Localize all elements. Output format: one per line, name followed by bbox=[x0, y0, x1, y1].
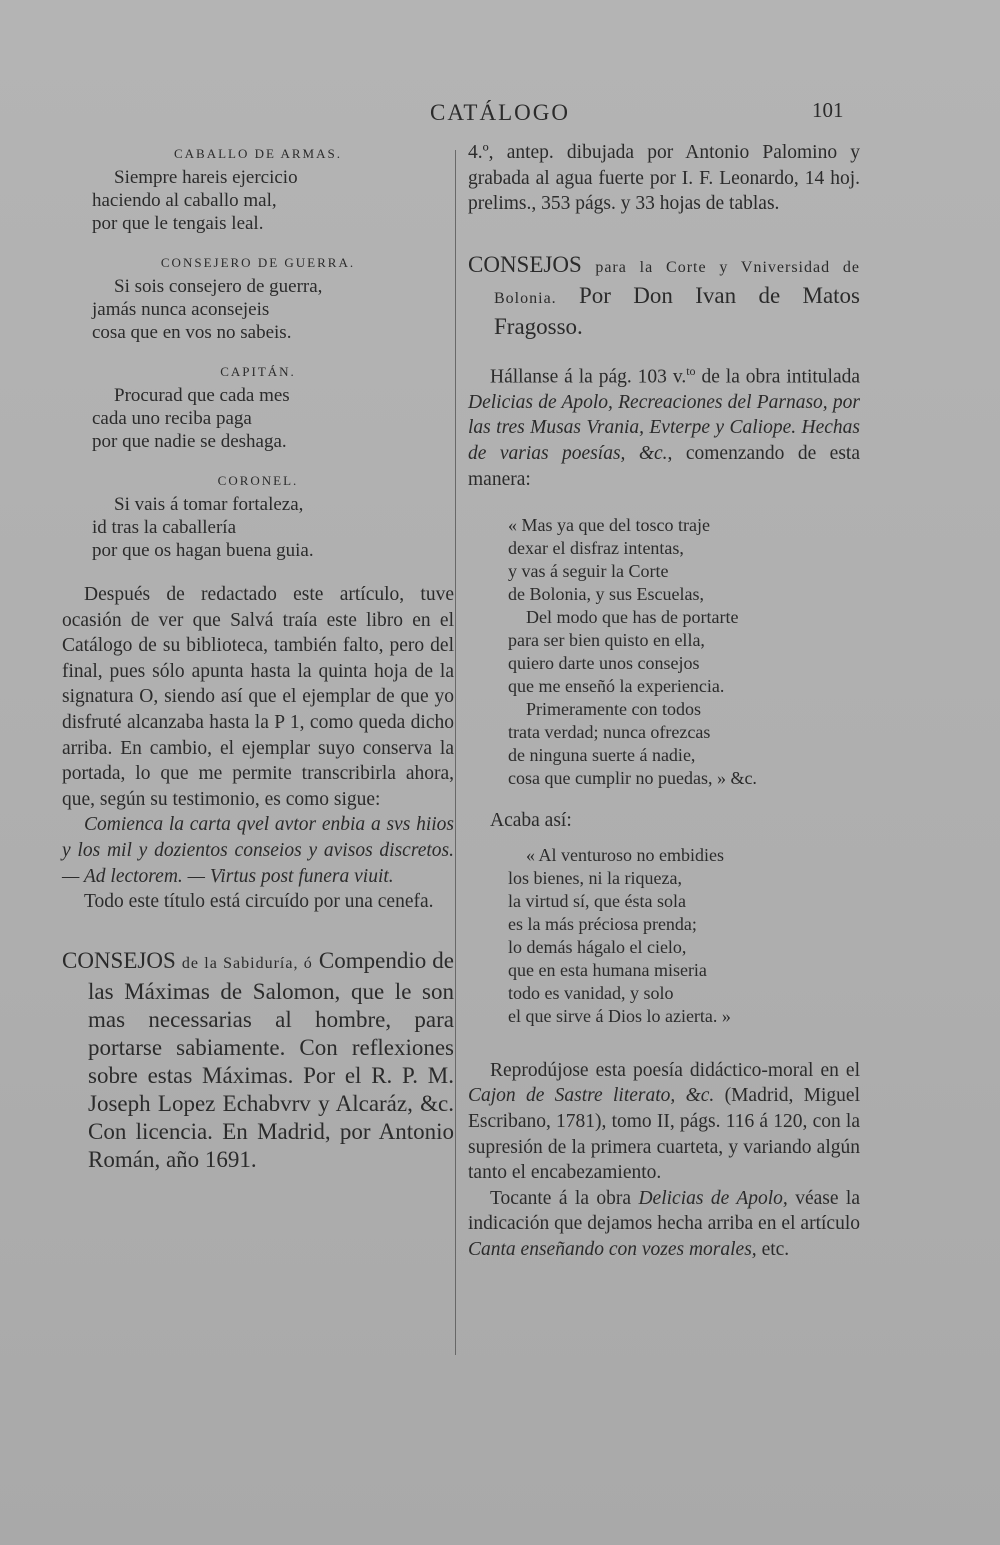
catalog-entry-body bbox=[62, 947, 454, 1174]
catalog-entry-body bbox=[468, 251, 860, 341]
quoted-title-text: Comienca la carta qvel avtor enbia a svs hiios y los mil y dozientos conseios y avisos discretos. — Ad lectorem. — Virtus post funera viuit. bbox=[62, 814, 454, 887]
paragraph-text: 4.º, antep. dibujada por Antonio Palomino y grabada al agua fuerte por I. F. Leonardo, 14 hoj. prelims., 353 págs. y 33 hojas de tablas. bbox=[468, 142, 860, 215]
verse-line: por que os hagan buena guia. bbox=[92, 540, 314, 561]
verse-line: Primeramente con todos bbox=[526, 699, 701, 720]
verse-line: Siempre hareis ejercicio bbox=[114, 167, 298, 188]
verse-line: la virtud sí, que ésta sola bbox=[508, 890, 686, 911]
verse-line: cosa que en vos no sabeis. bbox=[92, 322, 292, 343]
verse-line: jamás nunca aconsejeis bbox=[92, 299, 270, 320]
paragraph bbox=[468, 140, 860, 217]
verse-line: Procurad que cada mes bbox=[114, 385, 290, 406]
verse-line: quiero darte unos consejos bbox=[508, 653, 700, 674]
verse-block bbox=[468, 844, 860, 1028]
page-number: 101 bbox=[812, 98, 844, 122]
verse-line: lo demás hágalo el cielo, bbox=[508, 936, 687, 957]
italic-title: Delicias de Apolo, Recreaciones del Parnaso, por las tres Musas Vrania, Evterpe y Caliope. Hechas de varias poesías, &c. bbox=[468, 391, 860, 465]
verse-line: para ser bien quisto en ella, bbox=[508, 630, 705, 651]
paragraph-text: de la obra intitulada bbox=[695, 366, 861, 388]
italic-title: Delicias de Apolo, bbox=[638, 1187, 788, 1209]
entry-lead-rest: de la Sabiduría, ó bbox=[181, 954, 313, 972]
paragraph-text: Hállanse á la pág. 103 v. bbox=[490, 366, 687, 388]
entry-lead: CONSEJOS bbox=[468, 251, 582, 277]
verse-line: es la más préciosa prenda; bbox=[508, 913, 697, 934]
paragraph-text: Reprodújose esta poesía didáctico-moral en el bbox=[490, 1059, 860, 1081]
verse-line: que en esta humana miseria bbox=[508, 959, 707, 980]
paragraph bbox=[468, 1186, 860, 1263]
verse-line: todo es vanidad, y solo bbox=[508, 982, 674, 1003]
verse-block bbox=[468, 514, 860, 790]
paragraph-text: véase la indicación que dejamos hecha arriba en el artículo bbox=[468, 1187, 860, 1235]
verse-line: por que nadie se deshaga. bbox=[92, 431, 287, 452]
verse-line: cosa que cumplir no puedas, » &c. bbox=[508, 768, 757, 789]
section-heading: CABALLO DE ARMAS. bbox=[174, 146, 342, 161]
verse-line: que me enseñó la experiencia. bbox=[508, 676, 725, 697]
paragraph bbox=[468, 1058, 860, 1186]
verse-line: « Mas ya que del tosco traje bbox=[508, 515, 710, 536]
verse-line: por que le tengais leal. bbox=[92, 213, 264, 234]
paragraph bbox=[468, 359, 860, 492]
catalog-entry bbox=[468, 251, 860, 341]
verse-line: trata verdad; nunca ofrezcas bbox=[508, 722, 711, 743]
verse-line: Si sois consejero de guerra, bbox=[114, 276, 323, 297]
italic-title: Cajon de Sastre literato, &c. bbox=[468, 1085, 715, 1107]
paragraph-text: (Madrid, Miguel Escribano, 1781), tomo II, págs. 116 á 120, con la supresión de la primera cuarteta, y variando algún tanto el encabezamiento. bbox=[468, 1085, 860, 1184]
paragraph-text: Todo este título está circuído por una cenefa. bbox=[84, 891, 434, 913]
paragraph-text: Después de redactado este artículo, tuve ocasión de ver que Salvá traía este libro en el Catálogo de su biblioteca, también falto, pero del final, pues sólo apunta hasta la quinta hoja de la signatura O, siendo así que el ejemplar de que yo disfruté alcanzaba hasta la P 1, como queda dicho arriba. En cambio, el ejemplar suyo conserva la portada, lo que me permite transcribirla ahora, que, según su testimonio, es como sigue: bbox=[62, 584, 454, 810]
quoted-title bbox=[62, 812, 454, 889]
entry-lead-rest: para la Corte y Vniversidad de Bolonia. bbox=[494, 258, 861, 307]
paragraph bbox=[62, 889, 454, 915]
verse-stanza bbox=[62, 384, 454, 453]
section-heading: CORONEL. bbox=[217, 473, 299, 488]
section-heading: CONSEJERO DE GUERRA. bbox=[160, 255, 356, 270]
paragraph-text: Tocante á la obra bbox=[490, 1187, 639, 1209]
paragraph bbox=[62, 582, 454, 812]
column-divider bbox=[455, 150, 456, 1355]
entry-lead: CONSEJOS bbox=[62, 947, 176, 973]
verse-line: id tras la caballería bbox=[92, 517, 237, 538]
verse-stanza bbox=[62, 166, 454, 235]
paragraph-text: , comenzando de esta manera: bbox=[468, 443, 860, 490]
entry-text: Compendio de las Máximas de Salomon, que le son mas necessarias al hombre, para portarse sabiamente. Con reflexiones sobre estas Máximas. Por el R. P. M. Joseph Lopez Echabvrv y Alcaráz, &c. Con licencia. En Madrid, por Antonio Román, año 1691. bbox=[88, 947, 454, 1172]
paragraph-text: Acaba así: bbox=[490, 810, 572, 832]
verse-line: « Al venturoso no embidies bbox=[526, 844, 724, 865]
verse-sections bbox=[62, 146, 454, 562]
paragraph-text: etc. bbox=[756, 1239, 790, 1260]
verse-stanza bbox=[62, 493, 454, 562]
verse-line: de Bolonia, y sus Escuelas, bbox=[508, 584, 704, 605]
left-column bbox=[62, 140, 454, 1174]
verse-line: los bienes, ni la riqueza, bbox=[508, 867, 682, 888]
entry-text: Por Don Ivan de Matos Fragosso. bbox=[494, 282, 861, 339]
right-column bbox=[468, 140, 860, 1263]
verse-line: de ninguna suerte á nadie, bbox=[508, 745, 696, 766]
verse-line: Si vais á tomar fortaleza, bbox=[114, 494, 304, 515]
italic-title: Canta enseñando con vozes morales, bbox=[468, 1239, 757, 1260]
running-header: CATÁLOGO bbox=[430, 100, 570, 125]
verse-line: el que sirve á Dios lo azierta. » bbox=[508, 1005, 731, 1026]
verse-line: dexar el disfraz intentas, bbox=[508, 538, 684, 559]
verse-stanza bbox=[62, 275, 454, 344]
paragraph bbox=[468, 808, 860, 834]
verse-line: cada uno reciba paga bbox=[92, 408, 252, 429]
verse-line: haciendo al caballo mal, bbox=[92, 190, 277, 211]
verse-line: Del modo que has de portarte bbox=[526, 607, 739, 628]
verse-line: y vas á seguir la Corte bbox=[508, 561, 669, 582]
section-heading: CAPITÁN. bbox=[220, 364, 296, 379]
superscript: to bbox=[686, 363, 696, 378]
catalog-entry bbox=[62, 947, 454, 1174]
